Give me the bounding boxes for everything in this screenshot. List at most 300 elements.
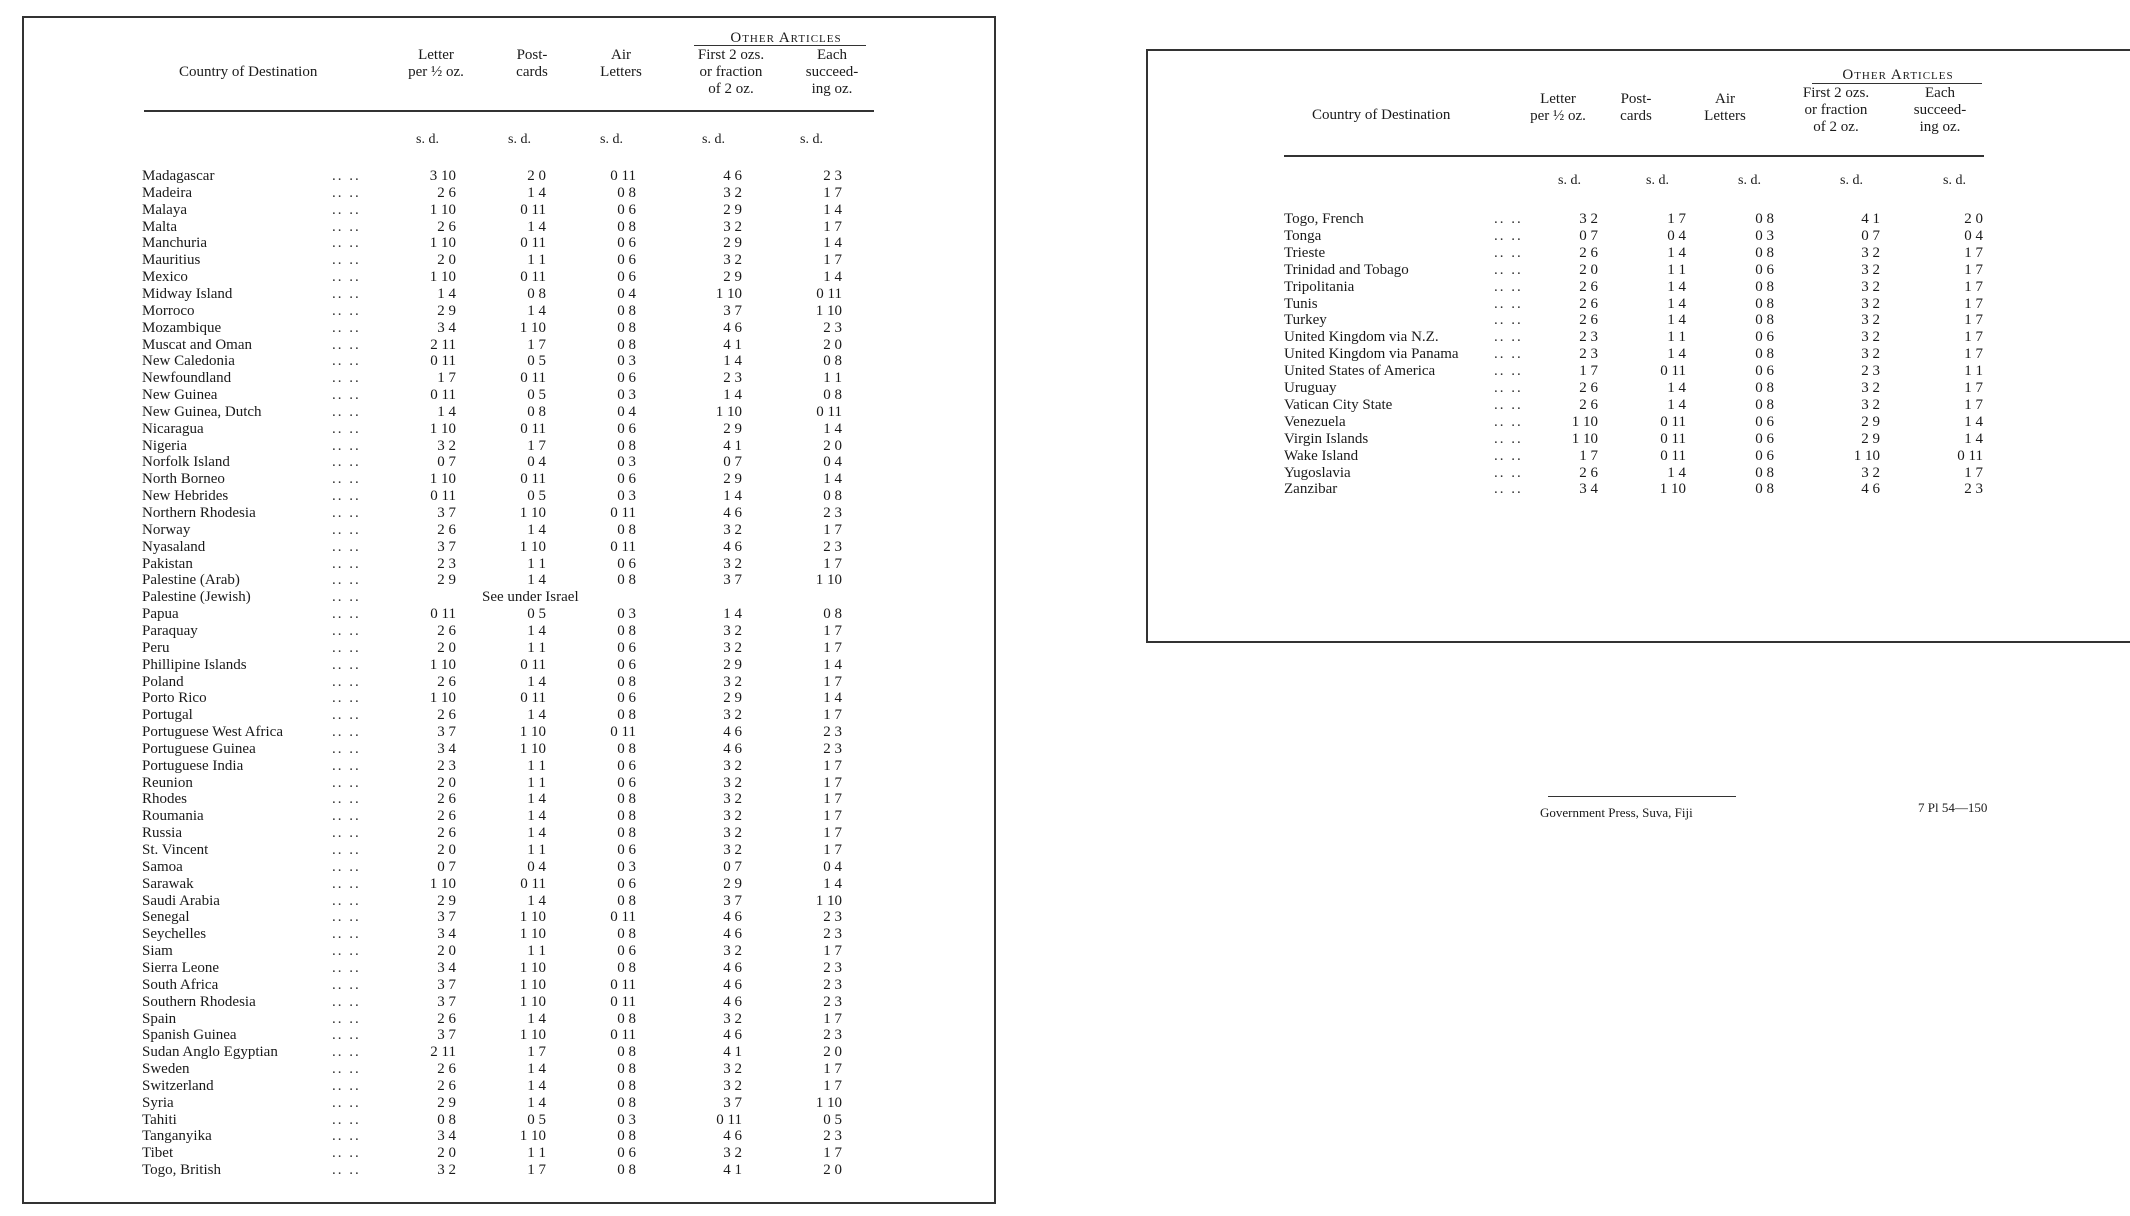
each-oz-rate: 1 7 (1964, 244, 1983, 261)
each-oz-rate: 1 7 (1964, 312, 1983, 329)
country-name: Phillipine Islands (142, 656, 247, 673)
table-row (142, 909, 882, 926)
letter-rate: 3 4 (437, 740, 456, 757)
each-oz-rate: 1 7 (823, 1145, 842, 1162)
air-letter-rate: 0 6 (1755, 413, 1774, 430)
table-row (142, 589, 882, 606)
first-2oz-rate: 3 2 (723, 791, 742, 808)
letter-rate: 2 6 (437, 707, 456, 724)
table-row (142, 438, 882, 455)
leader-dots: .. .. (332, 252, 361, 269)
table-row (142, 572, 882, 589)
postcard-rate: 1 1 (527, 639, 546, 656)
first-2oz-rate: 4 6 (723, 993, 742, 1010)
table-row (142, 724, 882, 741)
unit-postcards: s. d. (1646, 173, 1669, 188)
letter-rate: 1 4 (437, 403, 456, 420)
country-name: Mozambique (142, 319, 222, 336)
letter-rate: 3 7 (437, 976, 456, 993)
first-2oz-rate: 4 6 (723, 538, 742, 555)
table-row (142, 1128, 882, 1145)
table-row (1284, 414, 2004, 431)
first-2oz-rate: 3 2 (1861, 380, 1880, 396)
first-2oz-rate: 3 2 (723, 622, 742, 639)
leader-dots: .. .. (332, 420, 361, 437)
air-letter-rate: 0 6 (617, 842, 636, 858)
table-row (142, 235, 882, 252)
each-oz-rate: 2 3 (823, 976, 842, 993)
leader-dots: .. .. (332, 808, 361, 825)
table-row (142, 606, 882, 623)
each-oz-rate: 1 10 (815, 572, 842, 589)
postcard-rate: 0 4 (527, 858, 546, 875)
leader-dots: .. .. (332, 858, 361, 875)
air-letter-rate: 0 6 (617, 235, 636, 252)
air-letter-rate: 0 11 (610, 538, 636, 555)
first-2oz-rate: 3 2 (723, 521, 742, 538)
leader-dots: .. .. (332, 1077, 361, 1094)
header-other-articles: Other Articles (1842, 67, 1954, 83)
table-row (142, 454, 882, 471)
table-row (142, 168, 882, 185)
postcard-rate: 0 11 (520, 875, 546, 892)
air-letter-rate: 0 6 (617, 269, 636, 286)
each-oz-rate: 2 3 (823, 909, 842, 926)
first-2oz-rate: 2 3 (1861, 363, 1880, 380)
each-oz-rate: 0 8 (823, 387, 842, 404)
each-oz-rate: 1 4 (823, 420, 842, 437)
letter-rate: 3 7 (437, 993, 456, 1010)
air-letter-rate: 0 11 (610, 909, 636, 926)
first-2oz-rate: 2 9 (723, 235, 742, 252)
first-2oz-rate: 2 9 (723, 875, 742, 892)
air-letter-rate: 0 6 (1755, 261, 1774, 278)
leader-dots: .. .. (332, 285, 361, 302)
postcard-rate: 1 4 (527, 521, 546, 538)
table-row (142, 674, 882, 691)
letter-rate: 0 8 (437, 1111, 456, 1128)
country-name: Sarawak (142, 875, 194, 892)
table-row (142, 471, 882, 488)
air-letter-rate: 0 3 (617, 488, 636, 505)
air-letter-rate: 0 8 (617, 825, 636, 842)
air-letter-rate: 0 8 (1755, 211, 1774, 227)
air-letter-rate: 0 6 (617, 639, 636, 656)
first-2oz-rate: 3 2 (1861, 346, 1880, 363)
first-2oz-rate: 3 2 (1861, 244, 1880, 261)
air-letter-rate: 0 8 (617, 1077, 636, 1094)
country-name: Togo, French (1284, 211, 1364, 227)
letter-rate: 2 3 (437, 757, 456, 774)
leader-dots: .. .. (332, 555, 361, 572)
country-name: Saudi Arabia (142, 892, 220, 909)
table-row (142, 370, 882, 387)
leader-dots: .. .. (332, 774, 361, 791)
postcard-rate: 1 10 (519, 538, 546, 555)
each-oz-rate: 2 0 (823, 1044, 842, 1061)
leader-dots: .. .. (1494, 413, 1523, 430)
table-row (142, 791, 882, 808)
country-name: Syria (142, 1094, 174, 1111)
country-name: Roumania (142, 808, 204, 825)
each-oz-rate: 0 11 (816, 403, 842, 420)
country-name: Newfoundland (142, 370, 232, 387)
first-2oz-rate: 4 1 (723, 437, 742, 454)
country-name: Southern Rhodesia (142, 993, 256, 1010)
letter-rate: 3 4 (1579, 481, 1598, 498)
country-name: Northern Rhodesia (142, 505, 256, 521)
leader-dots: .. .. (332, 302, 361, 319)
each-oz-rate: 2 0 (823, 437, 842, 454)
air-letter-rate: 0 8 (617, 1010, 636, 1027)
letter-rate: 2 6 (437, 1010, 456, 1027)
first-2oz-rate: 4 6 (723, 909, 742, 926)
each-oz-rate: 2 3 (823, 724, 842, 741)
postcard-rate: 0 11 (520, 656, 546, 673)
letter-rate: 1 7 (1579, 363, 1598, 380)
air-letter-rate: 0 8 (1755, 380, 1774, 396)
postcard-rate: 1 4 (527, 1061, 546, 1078)
each-oz-rate: 0 4 (1964, 227, 1983, 244)
postcard-rate: 0 11 (520, 420, 546, 437)
leader-dots: .. .. (332, 168, 361, 184)
table-row (142, 623, 882, 640)
header-each-succeeding: Each succeed- ing oz. (1913, 85, 1967, 135)
each-oz-rate: 1 1 (1964, 363, 1983, 380)
postcard-rate: 1 4 (1667, 278, 1686, 295)
postcard-rate: 1 4 (527, 572, 546, 589)
table-row (142, 488, 882, 505)
leader-dots: .. .. (332, 976, 361, 993)
country-name: Siam (142, 943, 173, 960)
country-name: Nicaragua (142, 420, 204, 437)
leader-dots: .. .. (332, 1111, 361, 1128)
postcard-rate: 0 4 (527, 454, 546, 471)
first-2oz-rate: 2 9 (723, 269, 742, 286)
postcard-rate: 1 10 (519, 993, 546, 1010)
first-2oz-rate: 2 9 (723, 690, 742, 707)
air-letter-rate: 0 11 (610, 1027, 636, 1044)
leader-dots: .. .. (332, 993, 361, 1010)
leader-dots: .. .. (332, 1128, 361, 1145)
table-row (142, 977, 882, 994)
country-name: Virgin Islands (1284, 430, 1369, 447)
postcard-rate: 1 10 (519, 505, 546, 521)
leader-dots: .. .. (1494, 363, 1523, 380)
country-name: Spain (142, 1010, 177, 1027)
postcard-rate: 0 11 (1660, 447, 1686, 464)
postcard-rate: 1 1 (1667, 329, 1686, 346)
postcard-rate: 1 10 (519, 319, 546, 336)
each-oz-rate: 0 11 (1957, 447, 1983, 464)
country-name: Uruguay (1284, 380, 1337, 396)
first-2oz-rate: 0 7 (1861, 227, 1880, 244)
postcard-rate: 1 7 (527, 1044, 546, 1061)
table-row (142, 1095, 882, 1112)
letter-rate: 2 0 (437, 842, 456, 858)
first-2oz-rate: 3 2 (1861, 464, 1880, 481)
air-letter-rate: 0 8 (1755, 244, 1774, 261)
each-oz-rate: 1 4 (1964, 413, 1983, 430)
letter-rate: 3 4 (437, 959, 456, 976)
table-row (142, 1027, 882, 1044)
first-2oz-rate: 3 2 (723, 825, 742, 842)
table-row (142, 1145, 882, 1162)
first-2oz-rate: 3 2 (723, 757, 742, 774)
each-oz-rate: 2 3 (823, 1128, 842, 1145)
letter-rate: 0 7 (1579, 227, 1598, 244)
table-row (1284, 346, 2004, 363)
first-2oz-rate: 0 7 (723, 858, 742, 875)
leader-dots: .. .. (332, 690, 361, 707)
country-name: Manchuria (142, 235, 207, 252)
postcard-rate: 1 4 (1667, 380, 1686, 396)
footer-rule (1548, 796, 1736, 797)
country-name: Zanzibar (1284, 481, 1338, 498)
table-row (142, 421, 882, 438)
first-2oz-rate: 4 6 (723, 740, 742, 757)
letter-rate: 2 6 (437, 521, 456, 538)
each-oz-rate: 1 4 (823, 875, 842, 892)
country-name: New Hebrides (142, 488, 229, 505)
first-2oz-rate: 3 2 (1861, 312, 1880, 329)
postcard-rate: 1 4 (1667, 396, 1686, 413)
letter-rate: 1 10 (429, 420, 456, 437)
table-row (142, 859, 882, 876)
first-2oz-rate: 3 2 (723, 1077, 742, 1094)
postcard-rate: 0 11 (1660, 430, 1686, 447)
leader-dots: .. .. (332, 589, 361, 606)
letter-rate: 2 0 (1579, 261, 1598, 278)
country-name: Trinidad and Tobago (1284, 261, 1409, 278)
air-letter-rate: 0 8 (617, 892, 636, 909)
postcard-rate: 0 8 (527, 403, 546, 420)
table-row (142, 320, 882, 337)
air-letter-rate: 0 8 (617, 1162, 636, 1179)
leader-dots: .. .. (332, 370, 361, 387)
postcard-rate: 1 1 (527, 943, 546, 960)
air-letter-rate: 0 6 (1755, 430, 1774, 447)
postcard-rate: 1 10 (519, 926, 546, 943)
each-oz-rate: 1 7 (823, 791, 842, 808)
each-oz-rate: 1 7 (823, 1010, 842, 1027)
postcard-rate: 0 11 (520, 201, 546, 218)
country-name: Samoa (142, 858, 183, 875)
leader-dots: .. .. (332, 707, 361, 724)
country-name: Palestine (Jewish) (142, 589, 251, 606)
table-row (142, 690, 882, 707)
postcard-rate: 1 4 (527, 707, 546, 724)
first-2oz-rate: 2 9 (723, 656, 742, 673)
each-oz-rate: 1 7 (823, 1061, 842, 1078)
country-name: Papua (142, 606, 179, 623)
each-oz-rate: 2 0 (823, 336, 842, 353)
table-row (142, 1061, 882, 1078)
header-other-articles: Other Articles (730, 30, 842, 46)
first-2oz-rate: 3 2 (1861, 261, 1880, 278)
postcard-rate: 1 1 (527, 555, 546, 572)
first-2oz-rate: 4 6 (723, 926, 742, 943)
leader-dots: .. .. (1494, 244, 1523, 261)
table-row (1284, 312, 2004, 329)
country-name: New Guinea, Dutch (142, 403, 262, 420)
first-2oz-rate: 3 2 (723, 842, 742, 858)
postcard-rate: 0 11 (1660, 413, 1686, 430)
each-oz-rate: 1 4 (823, 656, 842, 673)
air-letter-rate: 0 8 (617, 926, 636, 943)
postcard-rate: 1 1 (527, 1145, 546, 1162)
table-row (142, 893, 882, 910)
air-letter-rate: 0 8 (617, 808, 636, 825)
leader-dots: .. .. (1494, 227, 1523, 244)
each-oz-rate: 2 3 (823, 505, 842, 521)
left-page (22, 16, 996, 1204)
table-row (142, 337, 882, 354)
letter-rate: 2 11 (430, 336, 456, 353)
country-name: Tanganyika (142, 1128, 212, 1145)
country-name: Poland (142, 673, 184, 690)
each-oz-rate: 1 7 (823, 252, 842, 269)
country-name: Venezuela (1284, 413, 1346, 430)
table-row (142, 353, 882, 370)
country-name: United States of America (1284, 363, 1436, 380)
table-row (1284, 448, 2004, 465)
letter-rate: 1 10 (429, 235, 456, 252)
postcard-rate: 0 5 (527, 488, 546, 505)
postcard-rate: 1 4 (1667, 244, 1686, 261)
air-letter-rate: 0 11 (610, 976, 636, 993)
country-name: Mauritius (142, 252, 201, 269)
letter-rate: 3 4 (437, 926, 456, 943)
first-2oz-rate: 1 4 (723, 387, 742, 404)
each-oz-rate: 2 3 (823, 959, 842, 976)
table-row (1284, 262, 2004, 279)
each-oz-rate: 1 10 (815, 1094, 842, 1111)
leader-dots: .. .. (332, 235, 361, 252)
each-oz-rate: 2 3 (823, 926, 842, 943)
postcard-rate: 1 4 (527, 1010, 546, 1027)
first-2oz-rate: 2 3 (723, 370, 742, 387)
each-oz-rate: 1 10 (815, 302, 842, 319)
air-letter-rate: 0 8 (1755, 346, 1774, 363)
air-letter-rate: 0 6 (617, 370, 636, 387)
leader-dots: .. .. (1494, 278, 1523, 295)
header-first-2oz: First 2 ozs. or fraction of 2 oz. (1802, 85, 1870, 135)
letter-rate: 0 11 (430, 353, 456, 370)
first-2oz-rate: 3 7 (723, 302, 742, 319)
postcard-rate: 1 10 (1659, 481, 1686, 498)
table-row (142, 1162, 882, 1179)
each-oz-rate: 1 4 (823, 690, 842, 707)
country-name: Norfolk Island (142, 454, 230, 471)
air-letter-rate: 0 6 (617, 943, 636, 960)
letter-rate: 3 2 (437, 437, 456, 454)
header-postcards: Post- cards (1620, 91, 1652, 124)
letter-rate: 0 7 (437, 858, 456, 875)
header-air-letters: Air Letters (600, 47, 642, 80)
letter-rate: 1 10 (429, 690, 456, 707)
air-letter-rate: 0 6 (617, 774, 636, 791)
postcard-rate: 0 11 (520, 269, 546, 286)
table-row (1284, 363, 2004, 380)
letter-rate: 0 7 (437, 454, 456, 471)
table-row (142, 1078, 882, 1095)
leader-dots: .. .. (332, 1044, 361, 1061)
postcard-rate: 1 4 (1667, 464, 1686, 481)
air-letter-rate: 0 6 (617, 471, 636, 488)
postcard-rate: 1 4 (527, 302, 546, 319)
each-oz-rate: 1 7 (823, 1077, 842, 1094)
letter-rate: 2 9 (437, 302, 456, 319)
leader-dots: .. .. (332, 319, 361, 336)
air-letter-rate: 0 4 (617, 285, 636, 302)
air-letter-rate: 0 3 (617, 353, 636, 370)
air-letter-rate: 0 6 (617, 201, 636, 218)
first-2oz-rate: 3 2 (723, 1145, 742, 1162)
header-other-articles-rule (1812, 83, 1982, 84)
country-name: Mexico (142, 269, 188, 286)
leader-dots: .. .. (332, 184, 361, 201)
postcard-rate: 0 11 (520, 235, 546, 252)
country-name: Madeira (142, 184, 192, 201)
each-oz-rate: 1 7 (823, 707, 842, 724)
table-row (142, 286, 882, 303)
first-2oz-rate: 4 6 (723, 959, 742, 976)
header-air-letters: Air Letters (1704, 91, 1746, 124)
postcard-rate: 0 5 (527, 1111, 546, 1128)
country-name: New Caledonia (142, 353, 235, 370)
leader-dots: .. .. (332, 842, 361, 858)
each-oz-rate: 1 7 (1964, 329, 1983, 346)
air-letter-rate: 0 8 (617, 791, 636, 808)
leader-dots: .. .. (332, 454, 361, 471)
country-name: Norway (142, 521, 191, 538)
each-oz-rate: 0 8 (823, 353, 842, 370)
air-letter-rate: 0 6 (617, 420, 636, 437)
leader-dots: .. .. (1494, 464, 1523, 481)
letter-rate: 3 7 (437, 909, 456, 926)
postcard-rate: 1 4 (527, 825, 546, 842)
leader-dots: .. .. (332, 353, 361, 370)
letter-rate: 3 10 (429, 168, 456, 184)
leader-dots: .. .. (332, 387, 361, 404)
country-name: Portugal (142, 707, 193, 724)
letter-rate: 2 6 (437, 622, 456, 639)
leader-dots: .. .. (332, 1162, 361, 1179)
letter-rate: 2 3 (1579, 346, 1598, 363)
country-name: Togo, British (142, 1162, 221, 1179)
air-letter-rate: 0 8 (617, 1094, 636, 1111)
country-name: Muscat and Oman (142, 336, 252, 353)
table-row (1284, 465, 2004, 482)
air-letter-rate: 0 8 (617, 184, 636, 201)
table-row (142, 926, 882, 943)
header-letter: Letter per ½ oz. (408, 47, 464, 80)
country-name: Sierra Leone (142, 959, 220, 976)
table-row (1284, 245, 2004, 262)
table-row (142, 808, 882, 825)
country-name: Russia (142, 825, 183, 842)
leader-dots: .. .. (332, 201, 361, 218)
air-letter-rate: 0 8 (1755, 396, 1774, 413)
country-name: Vatican City State (1284, 396, 1393, 413)
each-oz-rate: 1 7 (1964, 295, 1983, 312)
first-2oz-rate: 4 6 (723, 505, 742, 521)
table-row (142, 825, 882, 842)
table-row (142, 960, 882, 977)
air-letter-rate: 0 6 (617, 757, 636, 774)
letter-rate: 0 11 (430, 488, 456, 505)
